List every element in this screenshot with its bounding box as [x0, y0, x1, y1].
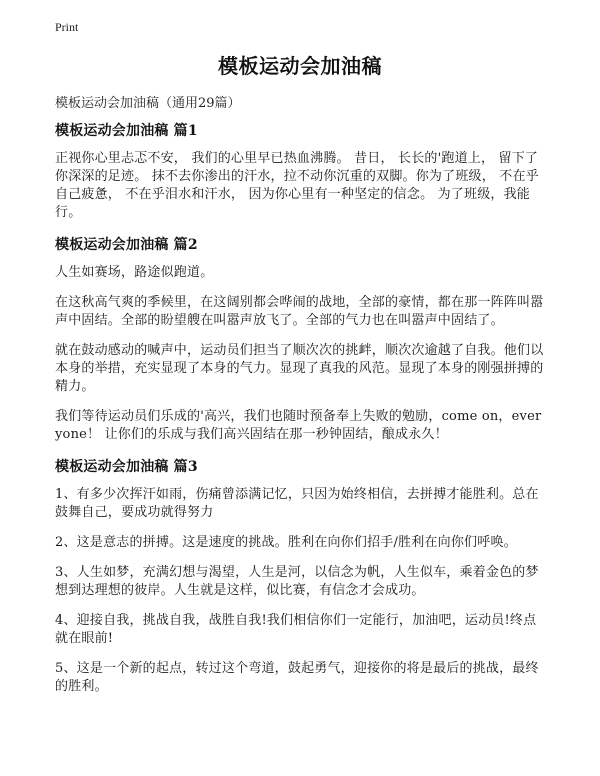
paragraph: 就在鼓动感动的喊声中，运动员们担当了顺次次的挑衅，顺次次逾越了自我。他们以本身的举措，充实显现了本身的气力。显现了真我的风范。显现了本身的刚强拼搏的精力。: [55, 343, 544, 394]
paragraph: 正视你心里忐忑不安， 我们的心里早已热血沸腾。 昔日， 长长的'跑道上， 留下了你深深的足迹。 抹不去你渗出的汗水，拉不动你沉重的双脚。你为了班级， 不在乎自己疲惫， 不在乎泪水和汗水， 因为你心里有一种坚定的信念。 为了班级，我能行。: [55, 151, 539, 220]
section-heading: 模板运动会加油稿 篇2: [55, 237, 198, 253]
list-item: 3、人生如梦，充满幻想与渴望，人生是河，以信念为帆，人生似车，乘着金色的梦想到达理想的彼岸。人生就是这样，似比赛，有信念才会成功。: [55, 565, 539, 598]
document-body: [55, 120, 545, 708]
page-title: 模板运动会加油稿: [218, 54, 382, 78]
section-heading: 模板运动会加油稿 篇1: [55, 123, 198, 139]
paragraph: 人生如赛场，路途似跑道。: [55, 265, 214, 280]
list-item: 1、有多少次挥汗如雨，伤痛曾添满记忆，只因为始终相信，去拼搏才能胜利。总在鼓舞自己，要成功就得努力: [55, 487, 539, 520]
section-1: [55, 120, 545, 222]
list-item: 2、这是意志的拼搏。这是速度的挑战。胜利在向你们招手/胜利在向你们呼唤。: [55, 535, 517, 550]
list-item: 4、迎接自我，挑战自我，战胜自我!我们相信你们一定能行，加油吧，运动员!终点就在眼前!: [55, 613, 537, 646]
section-3: [55, 456, 545, 696]
print-link[interactable]: Print: [55, 20, 79, 34]
section-heading: 模板运动会加油稿 篇3: [55, 459, 198, 475]
document-subtitle: 模板运动会加油稿（通用29篇）: [55, 96, 241, 111]
paragraph: 我们等待运动员们乐成的'高兴，我们也随时预备奉上失败的勉励，come on，everyone！ 让你们的乐成与我们高兴固结在那一秒钟固结，酿成永久！: [55, 409, 542, 442]
section-2: [55, 234, 545, 444]
list-item: 5、这是一个新的起点，转过这个弯道，鼓起勇气，迎接你的将是最后的挑战，最终的胜利。: [55, 661, 539, 694]
paragraph: 在这秋高气爽的季候里，在这阔别都会哗闹的战地，全部的豪情，都在那一阵阵叫嚣声中固结。全部的盼望艘在叫嚣声放飞了。全部的气力也在叫嚣声中固结了。: [55, 295, 544, 328]
